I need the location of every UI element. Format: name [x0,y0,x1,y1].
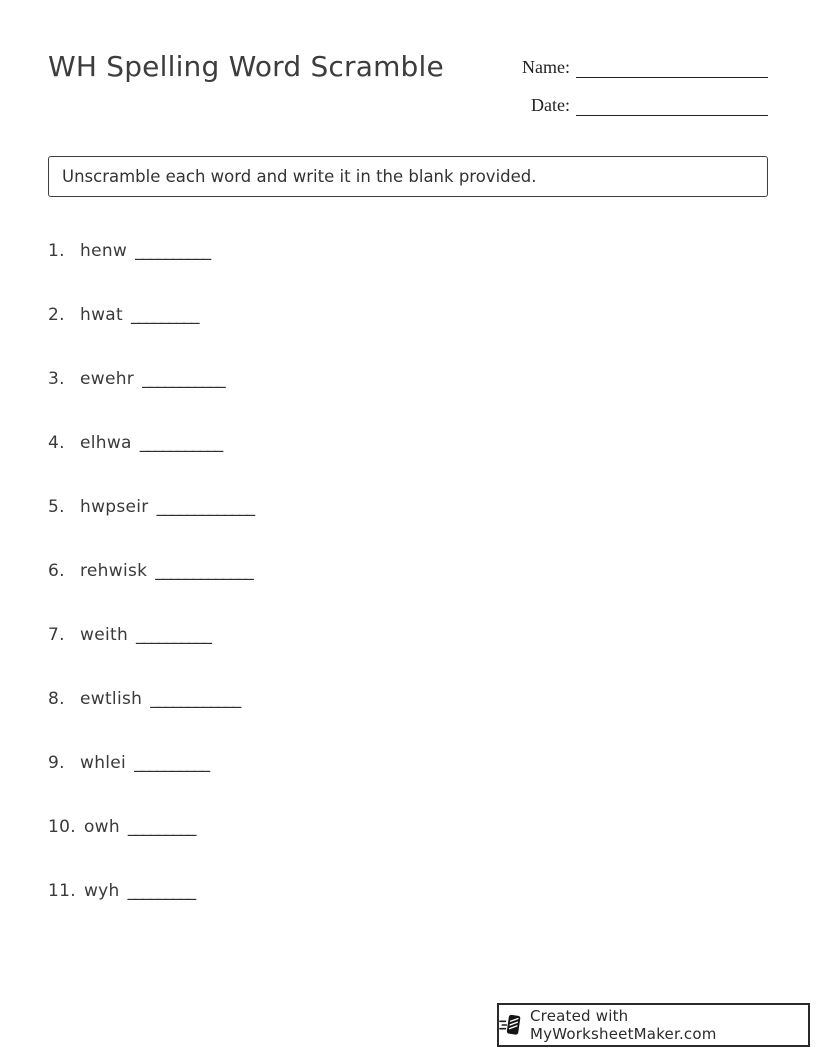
scrambled-word: wyh [83,881,120,901]
answer-blank: __________ [135,241,211,261]
name-date-block [518,52,768,128]
date-row [518,90,768,116]
scrambled-word: rehwisk [80,561,148,581]
myworksheetmaker-logo-icon [499,1012,523,1038]
scramble-word-list [48,239,768,903]
scrambled-word: henw [80,241,128,261]
name-label: Name: [522,57,570,77]
creator-credit-badge [497,1003,810,1047]
scrambled-word: owh [83,817,120,837]
item-number: 6. [48,561,65,581]
item-number: 8. [48,689,65,709]
list-item [48,431,768,455]
list-item [48,303,768,327]
item-number: 5. [48,497,65,517]
answer-blank: _____________ [155,561,253,581]
page-title: WH Spelling Word Scramble [48,50,444,83]
answer-blank: ___________ [142,369,225,389]
list-item [48,751,768,775]
scrambled-word: ewtlish [80,689,143,709]
answer-blank: _________ [130,305,199,325]
answer-blank: _____________ [156,497,255,517]
scrambled-word: whlei [80,753,127,773]
item-number: 4. [48,433,65,453]
name-row [518,52,768,78]
list-item [48,239,768,263]
item-number: 3. [48,369,65,389]
item-number: 7. [48,625,65,645]
answer-blank: ____________ [150,689,241,709]
scrambled-word: hwpseir [80,497,149,517]
list-item [48,367,768,391]
scrambled-word: hwat [80,305,123,325]
name-write-line [576,55,768,78]
worksheet-header [48,48,768,128]
answer-blank: __________ [136,625,212,645]
date-label: Date: [531,95,570,115]
instructions-box [48,156,768,197]
item-number: 1. [48,241,65,261]
item-number: 11. [48,881,76,901]
item-number: 9. [48,753,65,773]
answer-blank: _________ [127,881,196,901]
item-number: 2. [48,305,65,325]
answer-blank: __________ [134,753,210,773]
list-item [48,559,768,583]
scrambled-word: weith [80,625,129,645]
scrambled-word: ewehr [80,369,135,389]
answer-blank: _________ [127,817,196,837]
list-item [48,687,768,711]
instructions-text: Unscramble each word and write it in the blank provided. [62,167,537,186]
list-item [48,879,768,903]
list-item [48,495,768,519]
item-number: 10. [48,817,76,837]
scrambled-word: elhwa [80,433,132,453]
answer-blank: ___________ [139,433,223,453]
list-item [48,623,768,647]
creator-credit-text: Created with MyWorksheetMaker.com [530,1007,717,1043]
date-write-line [576,93,768,116]
list-item [48,815,768,839]
